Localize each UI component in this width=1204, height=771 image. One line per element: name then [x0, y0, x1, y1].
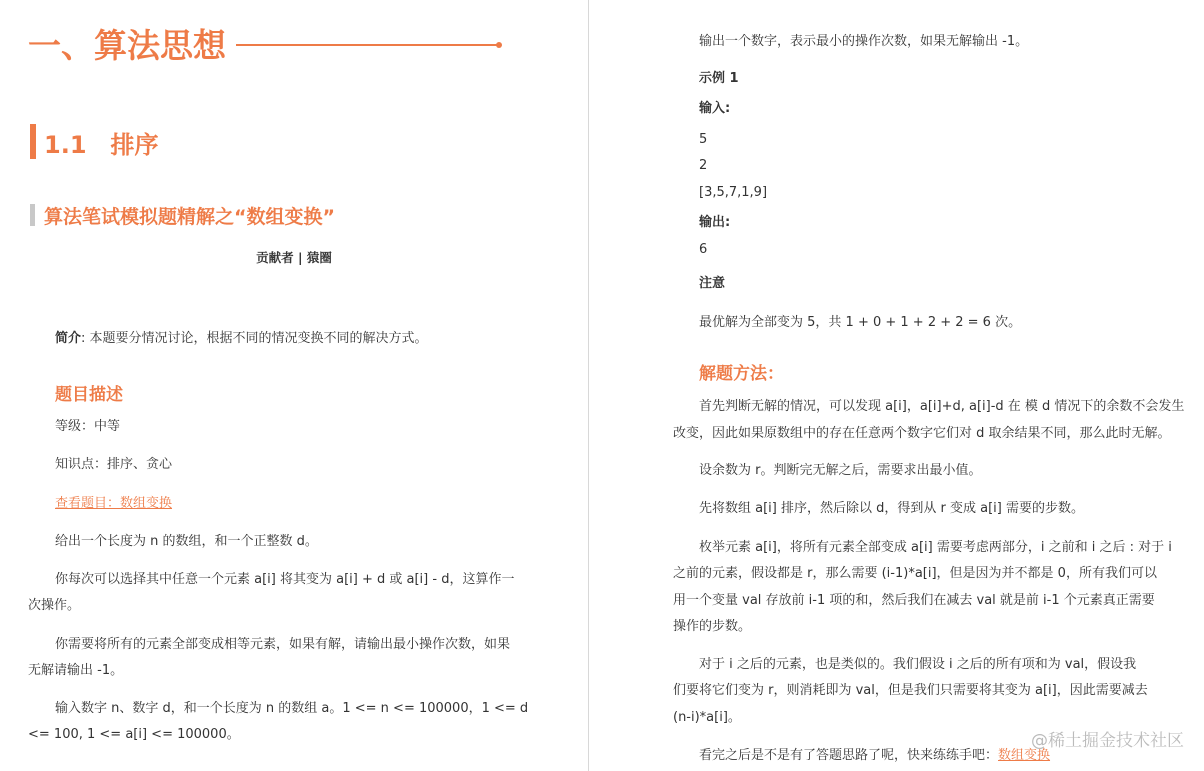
solution-1-line-2: 改变，因此如果原数组中的存在任意两个数字它们对 d 取余结果不同，那么此时无解。 — [673, 426, 1171, 441]
closing-paragraph — [699, 743, 1050, 769]
knowledge-text: 知识点：排序、贪心 — [55, 457, 173, 472]
note-label: 注意 — [699, 276, 726, 291]
solution-3: 先将数组 a[i] 排序，然后除以 d，得到从 r 变成 a[i] 需要的步数。 — [699, 501, 1084, 516]
section-title-bar — [30, 124, 36, 159]
solution-4-line-4: 操作的步数。 — [673, 619, 752, 634]
intro-paragraph — [55, 326, 428, 352]
example-label: 示例 1 — [699, 71, 739, 86]
solution-heading: 解题方法： — [699, 364, 784, 384]
chapter-title-rule — [236, 44, 498, 46]
input-label: 输入: — [699, 101, 731, 116]
paragraph-2-line-1: 你每次可以选择其中任意一个元素 a[i] 将其变为 a[i] + d 或 a[i] - d，这算作一 — [55, 572, 515, 587]
solution-4-line-1: 枚举元素 a[i]，将所有元素全部变成 a[i] 需要考虑两部分，i 之前和 i 之后 : 对于 i — [699, 540, 1172, 555]
paragraph-4-line-2: <= 100, 1 <= a[i] <= 100000。 — [28, 727, 240, 742]
author-line: 贡献者 | 猿圈 — [256, 250, 332, 265]
paragraph-2-line-2: 次操作。 — [28, 598, 81, 613]
solution-1-line-1: 首先判断无解的情况，可以发现 a[i]，a[i]+d, a[i]-d 在 模 d 情况下的余数不会发生 — [699, 399, 1185, 414]
solution-5-line-3: (n-i)*a[i]。 — [673, 710, 741, 725]
solution-5-line-2: 们要将它们变为 r，则消耗即为 val，但是我们只需要将其变为 a[i]，因此需要减去 — [673, 683, 1148, 698]
paragraph-3-line-2: 无解请输出 -1。 — [28, 663, 124, 678]
solution-4-line-3: 用一个变量 val 存放前 i-1 项的和，然后我们在减去 val 就是前 i-1 个元素真正需要 — [673, 593, 1155, 608]
section-title: 1.1 排序 — [44, 131, 159, 159]
chapter-title: 一、算法思想 — [28, 26, 226, 65]
desc-heading: 题目描述 — [55, 385, 123, 405]
site-watermark: @稀土掘金技术社区 — [1031, 731, 1184, 751]
page-divider — [588, 0, 589, 771]
output-label: 输出: — [699, 215, 731, 230]
right-page — [590, 0, 1204, 771]
input-n: 5 — [699, 132, 708, 147]
solution-4-line-2: 之前的元素，假设都是 r，那么需要 (i-1)*a[i]，但是因为并不都是 0，所有我们可以 — [673, 566, 1157, 581]
article-title-bar — [30, 204, 35, 226]
left-page — [0, 0, 588, 771]
solution-5-line-1: 对于 i 之后的元素，也是类似的。我们假设 i 之后的所有项和为 val，假设我 — [699, 657, 1137, 672]
practice-link[interactable]: 数组变换 — [998, 748, 1051, 763]
solution-2: 设余数为 r。判断完无解之后，需要求出最小值。 — [699, 463, 982, 478]
chapter-title-rule-dot — [496, 42, 502, 48]
paragraph-3-line-1: 你需要将所有的元素全部变成相等元素，如果有解，请输出最小操作次数，如果 — [55, 637, 511, 652]
intro-text: : 本题要分情况讨论，根据不同的情况变换不同的解决方式。 — [81, 331, 428, 346]
paragraph-1: 给出一个长度为 n 的数组，和一个正整数 d。 — [55, 534, 318, 549]
intro-label: 简介 — [55, 331, 82, 346]
input-array: [3,5,7,1,9] — [699, 185, 768, 200]
input-d: 2 — [699, 158, 708, 173]
view-problem-link[interactable]: 查看题目：数组变换 — [55, 496, 173, 511]
output-description: 输出一个数字，表示最小的操作次数，如果无解输出 -1。 — [699, 34, 1029, 49]
paragraph-4-line-1: 输入数字 n、数字 d，和一个长度为 n 的数组 a。1 <= n <= 100000，1 <= d — [55, 701, 529, 716]
article-title: 算法笔试模拟题精解之“数组变换” — [44, 206, 335, 228]
note-text: 最优解为全部变为 5，共 1 + 0 + 1 + 2 + 2 = 6 次。 — [699, 315, 1022, 330]
level-text: 等级：中等 — [55, 419, 121, 434]
closing-text: 看完之后是不是有了答题思路了呢，快来练练手吧： — [699, 748, 999, 763]
output-value: 6 — [699, 242, 708, 257]
